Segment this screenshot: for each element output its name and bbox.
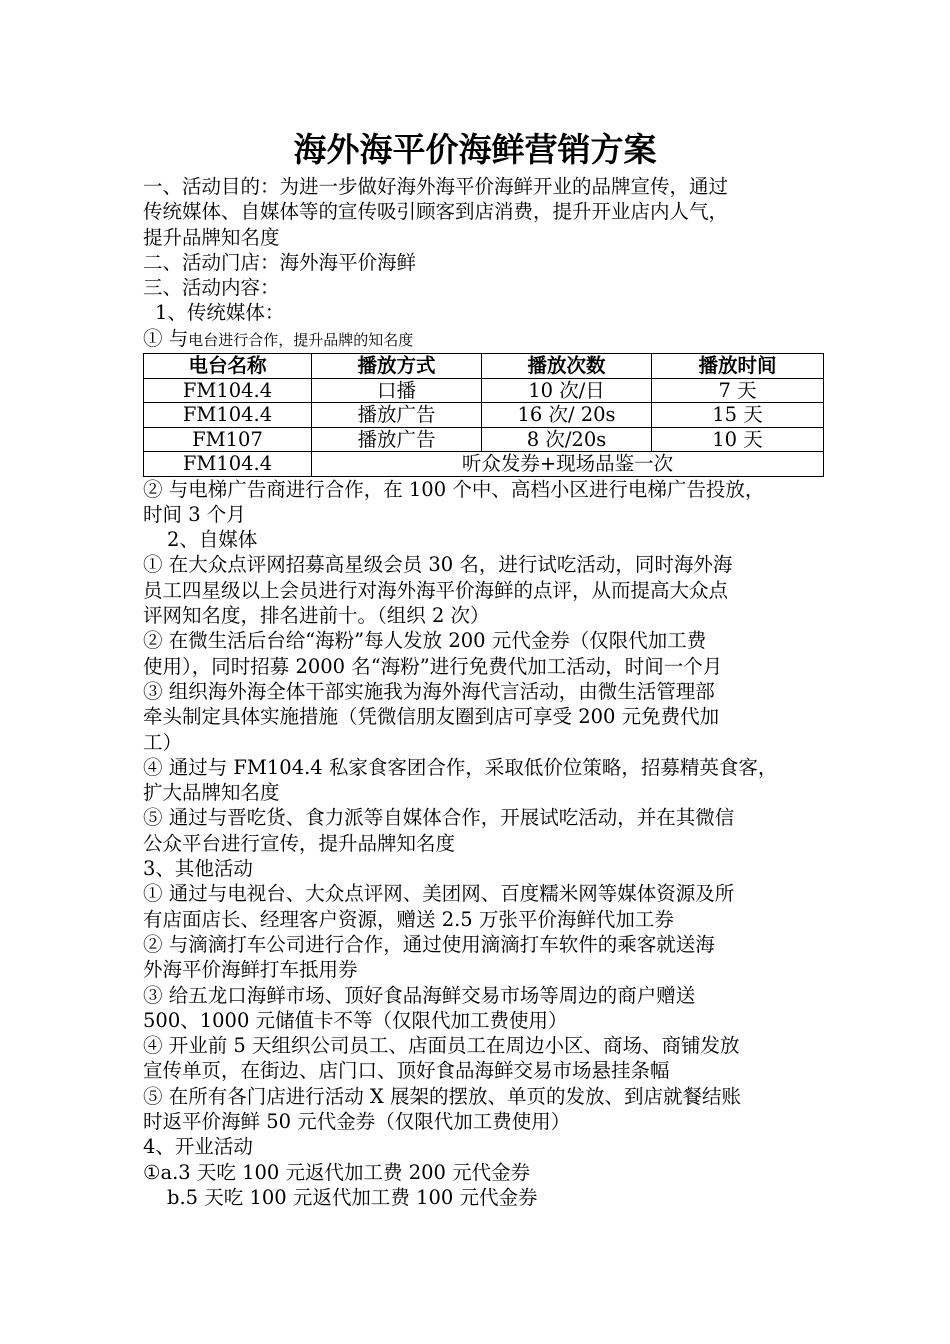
paragraph-line: 公众平台进行宣传，提升品牌知名度 xyxy=(143,831,456,855)
paragraph-line: ⑤ 在所有各门店进行活动 X 展架的摆放、单页的发放、到店就餐结账 xyxy=(143,1084,741,1108)
table-cell: 口播 xyxy=(312,378,482,403)
paragraph-purpose-line1: 一、活动目的：为进一步做好海外海平价海鲜开业的品牌宣传，通过 xyxy=(143,175,729,198)
radio-schedule-table xyxy=(143,353,824,477)
table-cell-merged: 听众发券+现场品鉴一次 xyxy=(312,452,824,477)
paragraph-line: ④ 通过与 FM104.4 私家食客团合作，采取低价位策略，招募精英食客， xyxy=(143,755,778,779)
paragraph-line: 宣传单页，在街边、店门口、顶好食品海鲜交易市场悬挂条幅 xyxy=(143,1059,670,1083)
table-row xyxy=(144,427,824,452)
heading-opening-activities: 4、开业活动 xyxy=(143,1135,253,1159)
paragraph-radio-intro xyxy=(143,326,823,353)
document-title: 海外海平价海鲜营销方案 xyxy=(293,130,657,169)
paragraph-line: 牵头制定具体实施措施（凭微信朋友圈到店可享受 200 元免费代加 xyxy=(143,705,720,729)
paragraph-line: ①a.3 天吃 100 元返代加工费 200 元代金券 xyxy=(143,1160,531,1184)
paragraph-line: 扩大品牌知名度 xyxy=(143,781,280,805)
table-cell: FM104.4 xyxy=(144,378,312,403)
table-row xyxy=(144,378,824,403)
radio-intro-text: 电台进行合作，提升品牌的知名度 xyxy=(188,330,414,349)
paragraph-line: ② 在微生活后台给“海粉”每人发放 200 元代金券（仅限代加工费 xyxy=(143,629,707,653)
table-cell: 8 次/20s xyxy=(482,427,652,452)
heading-traditional-media: 1、传统媒体： xyxy=(155,301,285,325)
table-header-row xyxy=(144,354,824,379)
paragraph-line: ③ 给五龙口海鲜市场、顶好食品海鲜交易市场等周边的商户赠送 xyxy=(143,983,696,1007)
table-cell: FM104.4 xyxy=(144,452,312,477)
paragraph-line: 评网知名度，排名进前十。（组织 2 次） xyxy=(143,604,490,628)
heading-other-activities: 3、其他活动 xyxy=(143,857,253,881)
paragraph-line: 时间 3 个月 xyxy=(143,502,246,526)
table-cell: 播放广告 xyxy=(312,427,482,452)
table-header-cell: 播放时间 xyxy=(652,354,824,379)
paragraph-line: 使用），同时招募 2000 名“海粉”进行免费代加工活动，时间一个月 xyxy=(143,654,723,678)
paragraph-line: 时返平价海鲜 50 元代金券（仅限代加工费使用） xyxy=(143,1110,571,1133)
document-body xyxy=(143,174,823,1210)
table-header-cell: 电台名称 xyxy=(144,354,312,379)
table-row xyxy=(144,403,824,428)
paragraph-line: ① 通过与电视台、大众点评网、美团网、百度糯米网等媒体资源及所 xyxy=(143,882,735,906)
heading-self-media: 2、自媒体 xyxy=(167,528,258,552)
table-cell: FM107 xyxy=(144,427,312,452)
table-cell: 7 天 xyxy=(652,378,824,403)
table-cell: 10 次/日 xyxy=(482,378,652,403)
radio-intro-number: ① 与 xyxy=(143,326,189,350)
paragraph-line: ④ 开业前 5 天组织公司员工、店面员工在周边小区、商场、商铺发放 xyxy=(143,1034,740,1058)
table-cell: FM104.4 xyxy=(144,403,312,428)
paragraph-content-heading: 三、活动内容： xyxy=(143,276,280,300)
table-header-cell: 播放方式 xyxy=(312,354,482,379)
paragraph-line: ② 与电梯广告商进行合作，在 100 个中、高档小区进行电梯广告投放， xyxy=(143,477,765,501)
table-cell: 16 次/ 20s xyxy=(482,403,652,428)
paragraph-line: ⑤ 通过与晋吃货、食力派等自媒体合作，开展试吃活动，并在其微信 xyxy=(143,806,735,830)
paragraph-line: ① 在大众点评网招募高星级会员 30 名，进行试吃活动，同时海外海 xyxy=(143,553,733,577)
paragraph-line: 500、1000 元储值卡不等（仅限代加工费使用） xyxy=(143,1008,568,1032)
paragraph-line: 外海平价海鲜打车抵用券 xyxy=(143,958,358,982)
table-cell: 10 天 xyxy=(652,427,824,452)
paragraph-store: 二、活动门店：海外海平价海鲜 xyxy=(143,250,417,274)
paragraph-purpose-line2: 传统媒体、自媒体等的宣传吸引顾客到店消费，提升开业店内人气， xyxy=(143,200,729,224)
paragraph-line: ③ 组织海外海全体干部实施我为海外海代言活动，由微生活管理部 xyxy=(143,679,715,703)
paragraph-line: ② 与滴滴打车公司进行合作，通过使用滴滴打车软件的乘客就送海 xyxy=(143,932,715,956)
table-row xyxy=(144,452,824,477)
paragraph-line: 工） xyxy=(143,730,183,754)
paragraph-line: 员工四星级以上会员进行对海外海平价海鲜的点评，从而提高大众点 xyxy=(143,578,729,602)
table-header-cell: 播放次数 xyxy=(482,354,652,379)
paragraph-line: 有店面店长、经理客户资源，赠送 2.5 万张平价海鲜代加工券 xyxy=(143,907,674,931)
paragraph-purpose-line3: 提升品牌知名度 xyxy=(143,225,280,249)
table-cell: 15 天 xyxy=(652,403,824,428)
table-cell: 播放广告 xyxy=(312,403,482,428)
paragraph-line: b.5 天吃 100 元返代加工费 100 元代金券 xyxy=(167,1185,538,1209)
